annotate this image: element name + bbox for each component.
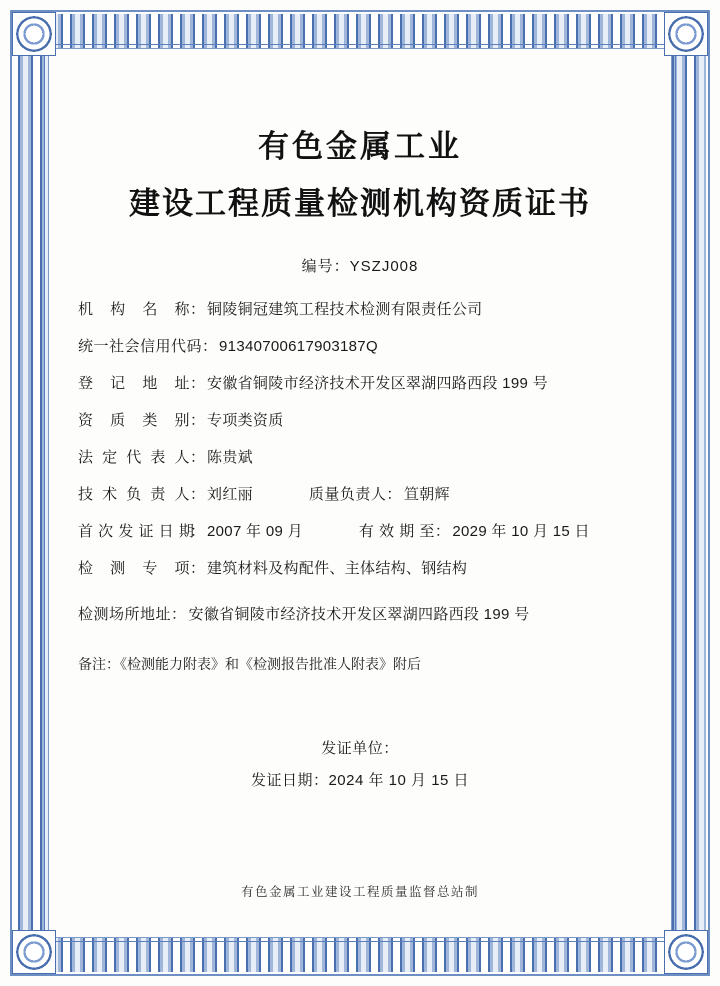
issue-date-line — [72, 765, 648, 797]
page-title-line-2: 建设工程质量检测机构资质证书 — [129, 185, 591, 221]
field-group-quality-leader — [309, 483, 450, 507]
certificate-fields — [72, 298, 648, 581]
certificate-serial-number: 编号：YSZJ008 — [301, 258, 419, 275]
field-row-legal-representative — [78, 446, 648, 470]
field-colon: ： — [190, 375, 206, 392]
field-value-legal-representative: 陈贵斌 — [207, 449, 253, 466]
field-colon: ： — [202, 338, 218, 355]
field-row-site-address — [72, 603, 648, 627]
field-value-registered-address: 安徽省铜陵市经济技术开发区翠湖四路西段 199 号 — [207, 375, 548, 392]
field-value-first-issue-date: 2007 年 09 月 — [207, 523, 303, 540]
field-value-quality-leader: 笪朝辉 — [403, 486, 450, 503]
field-row-credit-code — [78, 335, 648, 359]
field-group-valid-until — [359, 520, 590, 544]
field-label-credit-code: 统一社会信用代码 — [78, 338, 203, 355]
field-label-legal-representative: 法 定 代 表 人 — [78, 449, 190, 466]
field-row-technical-and-quality-leader — [78, 483, 648, 507]
field-colon: ： — [190, 560, 206, 577]
field-group-first-issue-date — [78, 520, 303, 544]
corner-ornament-top-right-icon — [664, 12, 708, 56]
field-label-testing-scope: 检 测 专 项 — [78, 560, 190, 577]
issue-date-label: 发证日期： — [250, 771, 329, 789]
field-colon: ： — [190, 523, 206, 540]
issue-date-value: 2024 年 10 月 15 日 — [328, 771, 470, 789]
field-label-valid-until: 有 效 期 至： — [358, 523, 451, 540]
field-value-technical-leader: 刘红丽 — [207, 486, 253, 503]
field-label-site-address: 检测场所地址： — [78, 606, 187, 623]
field-label-quality-leader: 质量负责人： — [308, 486, 402, 503]
field-value-valid-until: 2029 年 10 月 15 日 — [452, 523, 590, 540]
field-value-testing-scope: 建筑材料及构配件、主体结构、钢结构 — [207, 560, 468, 577]
field-row-issue-and-expiry — [78, 520, 648, 544]
field-label-qualification-category: 资 质 类 别 — [78, 412, 190, 429]
field-row-organization-name — [78, 298, 648, 322]
certificate-content — [56, 58, 664, 928]
certificate-issuer-block — [72, 733, 648, 796]
field-colon: ： — [190, 486, 206, 503]
field-value-organization-name: 铜陵铜冠建筑工程技术检测有限责任公司 — [207, 301, 483, 318]
field-label-first-issue-date: 首 次 发 证 日 期 — [78, 523, 195, 540]
page-title-line-1: 有色金属工业 — [258, 129, 462, 164]
field-colon: ： — [190, 412, 206, 429]
field-row-qualification-category — [78, 409, 648, 433]
certificate-footer-authority: 有色金属工业建设工程质量监督总站制 — [240, 885, 479, 899]
field-value-site-address: 安徽省铜陵市经济技术开发区翠湖四路西段 199 号 — [188, 606, 530, 623]
certificate-note: 备注：《检测能力附表》和《检测报告批准人附表》附后 — [78, 656, 421, 672]
field-label-organization-name: 机 构 名 称 — [78, 301, 190, 318]
corner-ornament-bottom-left-icon — [12, 930, 56, 974]
corner-ornament-top-left-icon — [12, 12, 56, 56]
field-value-credit-code: 91340700617903187Q — [219, 338, 378, 355]
field-label-technical-leader: 技 术 负 责 人 — [78, 486, 190, 503]
field-colon: ： — [190, 449, 206, 466]
certificate-title-block — [72, 58, 648, 227]
field-value-qualification-category: 专项类资质 — [207, 412, 284, 429]
field-colon: ： — [190, 301, 206, 318]
issuer-label: 发证单位： — [321, 740, 399, 758]
corner-ornament-bottom-right-icon — [664, 930, 708, 974]
field-row-testing-scope — [78, 557, 648, 581]
field-group-technical-leader — [78, 483, 253, 507]
field-label-registered-address: 登 记 地 址 — [78, 375, 190, 392]
field-row-registered-address — [78, 372, 648, 396]
